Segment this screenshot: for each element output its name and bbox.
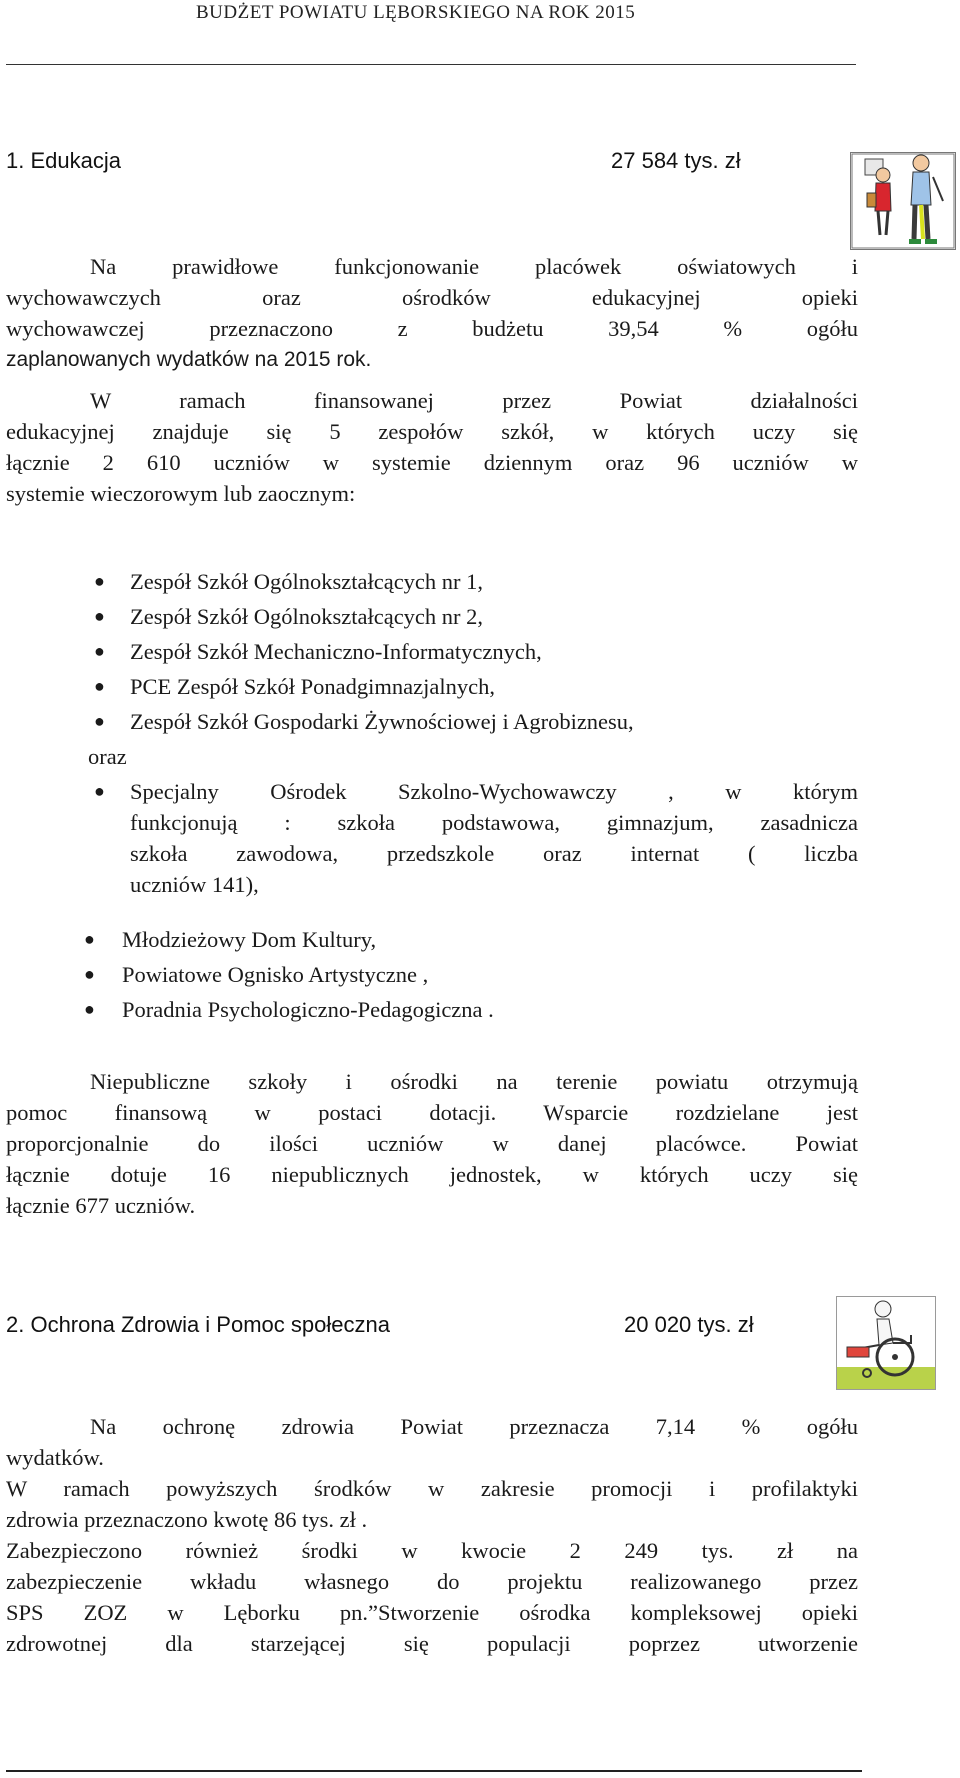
bullet-icon: ● <box>84 964 95 984</box>
s2p1-line-2: wydatków. <box>6 1445 104 1470</box>
section-2-paragraph-1 <box>6 1411 858 1473</box>
bullet-icon: ● <box>94 641 105 661</box>
s2p2-line-1: W ramach powyższych środków w zakresie promocji i profilaktyki <box>6 1476 858 1501</box>
bullet-icon: ● <box>94 711 105 731</box>
s2p3-line-3: SPS ZOZ w Lęborku pn.”Stworzenie ośrodka kompleksowej opieki <box>6 1600 858 1625</box>
bullet-icon: ● <box>94 606 105 626</box>
footer-divider <box>6 1770 862 1772</box>
s2p1-line-1: Na ochronę zdrowia Powiat przeznacza 7,14 % ogółu <box>90 1414 858 1439</box>
para2-line-1: W ramach finansowanej przez Powiat działalności <box>90 388 858 413</box>
wheelchair-icon <box>836 1296 936 1390</box>
section-1-title: 1. Edukacja <box>6 148 121 173</box>
intro-line-3: wychowawczej przeznaczono z budżetu 39,54 % ogółu <box>6 316 858 341</box>
list-item: PCE Zespół Szkół Ponadgimnazjalnych, <box>130 674 495 699</box>
header-divider <box>6 64 856 65</box>
para2-line-4: systemie wieczorowym lub zaocznym: <box>6 481 356 506</box>
page-header <box>0 2 960 24</box>
intro-line-2: wychowawczych oraz ośrodków edukacyjnej opieki <box>6 285 858 310</box>
section-1-amount: 27 584 tys. zł <box>611 148 741 173</box>
section-1-paragraph-2 <box>6 385 858 509</box>
list-item: Młodzieżowy Dom Kultury, <box>122 927 377 952</box>
bullet-icon: ● <box>94 781 105 801</box>
para2-line-3: łącznie 2 610 uczniów w systemie dziennym oraz 96 uczniów w <box>6 450 858 475</box>
para3-line-3: proporcjonalnie do ilości uczniów w danej placówce. Powiat <box>6 1131 858 1156</box>
section-2-amount: 20 020 tys. zł <box>624 1312 754 1337</box>
list-item: Powiatowe Ognisko Artystyczne , <box>122 962 429 987</box>
special-line-4: uczniów 141), <box>130 872 259 897</box>
bullet-icon: ● <box>94 571 105 591</box>
s2p3-line-1: Zabezpieczono również środki w kwocie 2 249 tys. zł na <box>6 1538 858 1563</box>
special-line-3: szkoła zawodowa, przedszkole oraz internat ( liczba <box>130 841 858 866</box>
list-item: Poradnia Psychologiczno-Pedagogiczna . <box>122 997 494 1022</box>
section-2-paragraph-2 <box>6 1473 858 1535</box>
list-item: Zespół Szkół Gospodarki Żywnościowej i Agrobiznesu, <box>130 709 634 734</box>
para3-line-5: łącznie 677 uczniów. <box>6 1193 196 1218</box>
s2p2-line-2: zdrowia przeznaczono kwotę 86 tys. zł . <box>6 1507 368 1532</box>
section-1-paragraph-3 <box>6 1066 858 1221</box>
section-2-title: 2. Ochrona Zdrowia i Pomoc społeczna <box>6 1312 390 1337</box>
list-item: Zespół Szkół Mechaniczno-Informatycznych, <box>130 639 542 664</box>
para3-line-2: pomoc finansową w postaci dotacji. Wsparcie rozdzielane jest <box>6 1100 858 1125</box>
intro-line-4: zaplanowanych wydatków na 2015 rok. <box>6 348 372 371</box>
bullet-icon: ● <box>84 929 95 949</box>
special-center-item <box>130 776 858 900</box>
s2p3-line-2: zabezpieczenie wkładu własnego do projektu realizowanego przez <box>6 1569 858 1594</box>
special-line-2: funkcjonują : szkoła podstawowa, gimnazjum, zasadnicza <box>130 810 858 835</box>
section-2-paragraph-3 <box>6 1535 858 1659</box>
budget-title: BUDŻET POWIATU LĘBORSKIEGO NA ROK 2015 <box>196 2 636 23</box>
para3-line-1: Niepubliczne szkoły i ośrodki na terenie powiatu otrzymują <box>90 1069 858 1094</box>
intro-line-1: Na prawidłowe funkcjonowanie placówek oświatowych i <box>90 254 858 279</box>
section-1-intro <box>6 251 858 375</box>
s2p3-line-4: zdrowotnej dla starzejącej się populacji poprzez utworzenie <box>6 1631 858 1656</box>
bullet-icon: ● <box>84 999 95 1019</box>
special-line-1: Specjalny Ośrodek Szkolno-Wychowawczy , w którym <box>130 779 858 804</box>
bullet-icon: ● <box>94 676 105 696</box>
para2-line-2: edukacyjnej znajduje się 5 zespołów szkół, w których uczy się <box>6 419 858 444</box>
list-item: Zespół Szkół Ogólnokształcących nr 1, <box>130 569 484 594</box>
children-school-icon <box>850 152 956 250</box>
oraz-text: oraz <box>88 744 127 769</box>
list-item: Zespół Szkół Ogólnokształcących nr 2, <box>130 604 484 629</box>
para3-line-4: łącznie dotuje 16 niepublicznych jednostek, w których uczy się <box>6 1162 858 1187</box>
